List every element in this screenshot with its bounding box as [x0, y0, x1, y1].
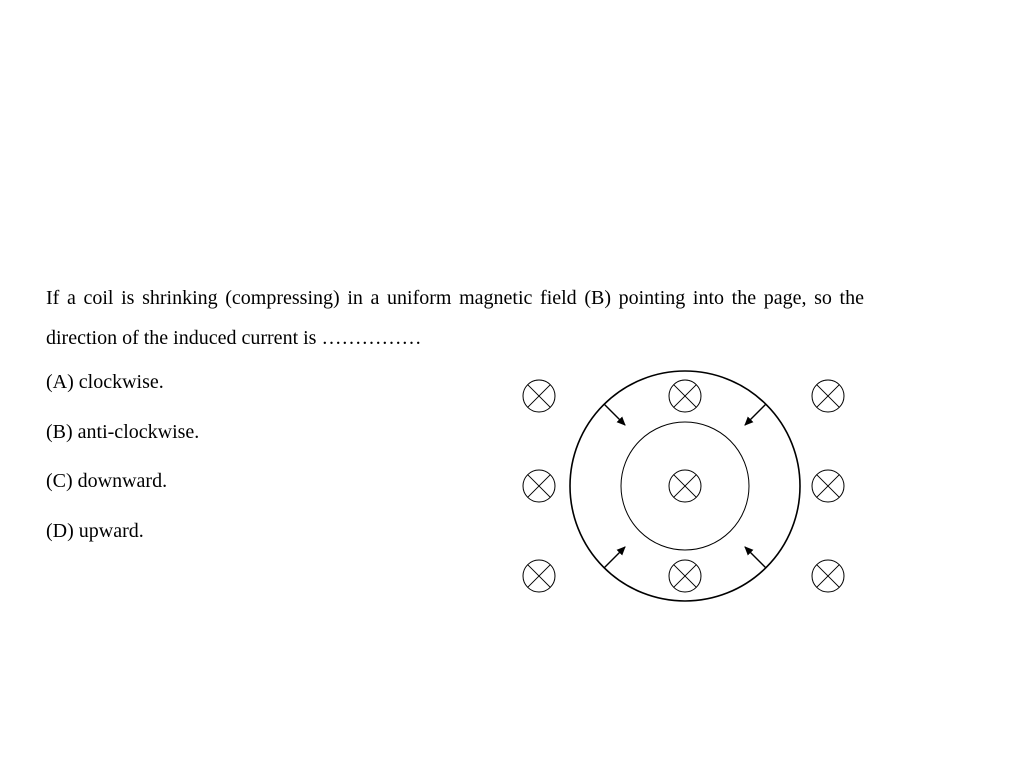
question-text: If a coil is shrinking (compressing) in a uniform magnetic field (B) pointing into the page, so the direction of the induced current is …………… [46, 287, 864, 349]
cross-into-page-icon [523, 470, 555, 502]
cross-into-page-icon [523, 560, 555, 592]
cross-into-page-icon [812, 470, 844, 502]
option-c[interactable]: (C) downward. [46, 470, 168, 492]
option-a[interactable]: (A) clockwise. [46, 371, 164, 393]
arrow-top-right [745, 404, 766, 425]
arrow-bottom-left [604, 547, 625, 568]
cross-into-page-icon [812, 560, 844, 592]
option-b[interactable]: (B) anti-clockwise. [46, 421, 200, 443]
cross-into-page-icon [669, 560, 701, 592]
cross-into-page-icon [812, 380, 844, 412]
cross-into-page-icon [523, 380, 555, 412]
option-d[interactable]: (D) upward. [46, 520, 144, 542]
cross-into-page-icon [669, 380, 701, 412]
coil-diagram-svg [510, 360, 860, 612]
coil-diagram [510, 360, 860, 612]
arrow-top-left [604, 404, 625, 425]
arrow-bottom-right [745, 547, 766, 568]
cross-into-page-icon [669, 470, 701, 502]
